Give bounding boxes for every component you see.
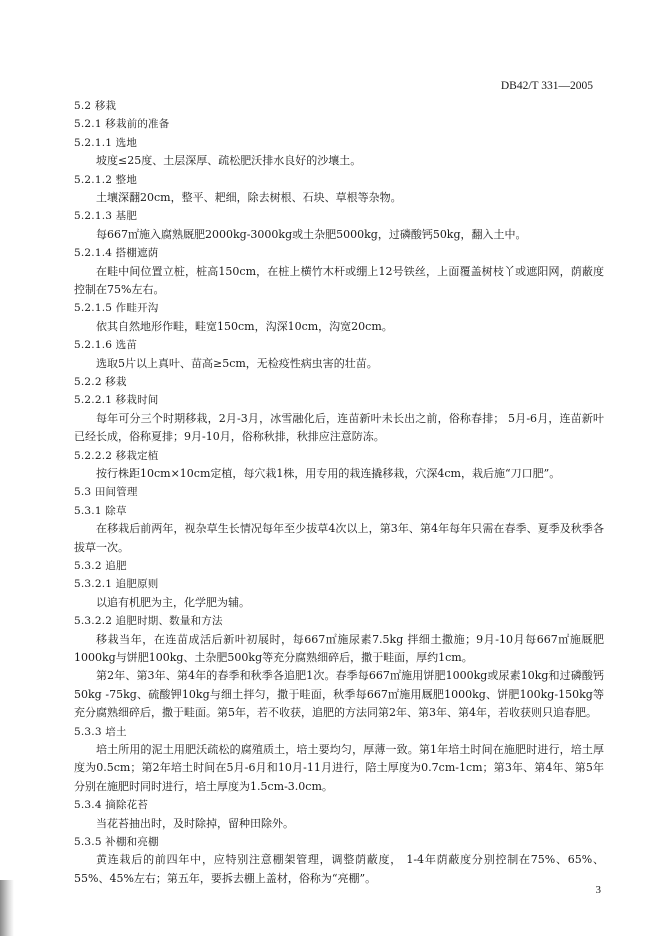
section-heading: 5.3.5 补棚和亮棚 — [74, 835, 159, 848]
paragraph: 依其自然地形作畦，畦宽150cm，沟深10cm，沟宽20cm。 — [96, 319, 393, 333]
section-heading: 5.3 田间管理 — [74, 486, 138, 499]
section-heading: 5.3.4 摘除花苔 — [74, 799, 149, 812]
paragraph: 每年可分三个时期移栽，2月-3月，冰雪融化后，连苗新叶未长出之前，俗称春排； 5月-6月，连苗新叶已经长成，俗称夏排；9月-10月，俗称秋排，秋排应注意防冻。 — [74, 411, 604, 444]
paragraph: 在畦中间位置立桩，桩高150cm，在桩上横竹木杆或绷上12号铁丝，上面覆盖树枝丫或遮阳网，荫蔽度控制在75%左右。 — [74, 264, 604, 296]
paragraph: 黄连栽后的前四年中，应特别注意棚架管理，调整荫蔽度， 1-4年荫蔽度分别控制在75%、65%、55%、45%左右；第五年，要拆去棚上盖材，俗称为“亮棚”。 — [74, 853, 604, 885]
scan-edge-shadow — [0, 880, 14, 936]
paragraph: 培土所用的泥土用肥沃疏松的腐殖质土，培土要均匀，厚薄一致。第1年培土时间在施肥时进行，培土厚度为0.5cm；第2年培土时间在5月-6月和10月-11月进行，陪土厚度为0.7cm-1cm；第3年、第4年、第5年分别在施肥时同时进行，培土厚度为1.5cm-3.0cm。 — [74, 742, 604, 793]
document-code: DB42/T 331—2005 — [500, 80, 593, 92]
paragraph: 每667㎡施入腐熟厩肥2000kg-3000kg或土杂肥5000kg，过磷酸钙50kg，翻入土中。 — [96, 227, 527, 241]
page-number: 3 — [595, 884, 601, 896]
section-heading: 5.3.1 除草 — [74, 504, 127, 517]
paragraph: 坡度≤25度、土层深厚、疏松肥沃排水良好的沙壤土。 — [96, 154, 362, 168]
paragraph: 选取5片以上真叶、苗高≥5cm，无检疫性病虫害的壮苗。 — [96, 356, 378, 370]
section-heading: 5.2.1.1 选地 — [74, 136, 138, 149]
section-heading: 5.2.1.5 作畦开沟 — [74, 302, 159, 315]
section-heading: 5.2 移栽 — [74, 100, 117, 112]
section-heading: 5.2.2.1 移栽时间 — [74, 394, 159, 407]
section-heading: 5.2.1.3 基肥 — [74, 210, 138, 223]
section-heading: 5.3.2 追肥 — [74, 559, 127, 572]
section-heading: 5.3.2.2 追肥时期、数量和方法 — [74, 615, 223, 628]
paragraph: 以追有机肥为主，化学肥为辅。 — [96, 595, 250, 609]
section-heading: 5.2.1.4 搭棚遮荫 — [74, 247, 159, 260]
paragraph: 当花苔抽出时，及时除掉，留种田除外。 — [96, 816, 294, 830]
section-heading: 5.3.3 培土 — [74, 725, 127, 738]
paragraph: 按行株距10cm×10cm定植，每穴栽1株，用专用的栽连撬移栽，穴深4cm，栽后施“刀口肥”。 — [96, 466, 561, 480]
section-heading: 5.2.1.2 整地 — [74, 173, 138, 186]
paragraph: 第2年、第3年、第4年的春季和秋季各追肥1次。春季每667㎡施用饼肥1000kg或尿素10kg和过磷酸钙50kg -75kg、硫酸钾10kg与细土拌匀，撒于畦面，秋季每667㎡施用厩肥1000kg、饼肥100kg-150kg等充分腐熟细碎后，撒于畦面。第5年，若不收获，追肥的方法同第2年、第3年、第4年，若收获则只追春肥。 — [74, 669, 604, 720]
paragraph: 土壤深翻20cm，整平、耙细，除去树根、石块、草根等杂物。 — [96, 190, 402, 204]
section-heading: 5.2.1 移栽前的准备 — [74, 118, 170, 131]
document-body — [74, 97, 604, 888]
paragraph: 移栽当年，在连苗成活后新叶初展时，每667㎡施尿素7.5kg 拌细土撒施；9月-10月每667㎡施厩肥1000kg与饼肥100kg、土杂肥500kg等充分腐熟细碎后，撒于畦面，厚约1cm。 — [74, 632, 604, 664]
section-heading: 5.2.1.6 选苗 — [74, 339, 138, 352]
section-heading: 5.3.2.1 追肥原则 — [74, 578, 159, 591]
paragraph: 在移栽后前两年，视杂草生长情况每年至少拔草4次以上，第3年、第4年每年只需在春季、夏季及秋季各拔草一次。 — [74, 522, 604, 554]
section-heading: 5.2.2.2 移栽定植 — [74, 449, 159, 462]
section-heading: 5.2.2 移栽 — [74, 375, 127, 388]
